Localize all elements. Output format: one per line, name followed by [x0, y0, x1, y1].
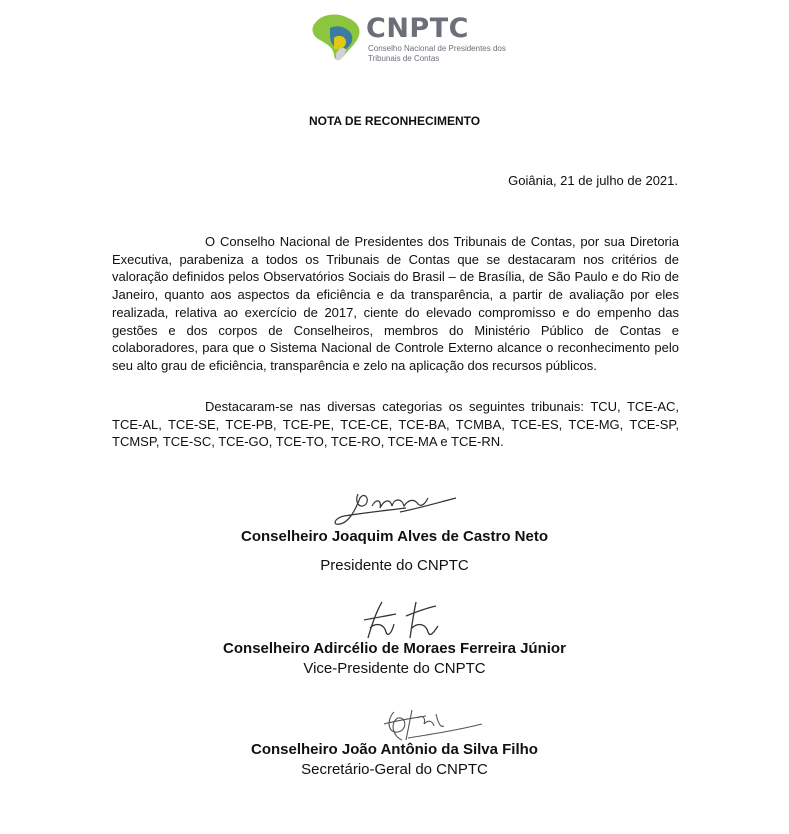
- signer-role-2: Vice-Presidente do CNPTC: [303, 660, 486, 677]
- body-paragraph-2: Destacaram-se nas diversas categorias os seguintes tribunais: TCU, TCE-AC, TCE-AL, TCE-SE, TCE-PB, TCE-PE, TCE-CE, TCE-BA, TCMBA, TCE-ES, TCE-MG, TCE-SP, TCMSP, TCE-SC, TCE-GO, TCE-TO, TCE-RO, TCE-MA e TCE-RN.: [112, 399, 679, 450]
- signature-3: [0, 741, 789, 779]
- signature-2-scribble: [360, 598, 450, 644]
- signer-role-3: Secretário-Geral do CNPTC: [301, 761, 488, 778]
- signer-role-1: Presidente do CNPTC: [320, 557, 469, 574]
- signer-name-1: Conselheiro Joaquim Alves de Castro Neto: [240, 528, 549, 545]
- signature-1: [0, 528, 789, 575]
- logo-title: CNPTC: [366, 13, 469, 44]
- signature-1-scribble: [330, 488, 460, 530]
- document-date: Goiânia, 21 de julho de 2021.: [508, 173, 678, 188]
- signer-name-2: Conselheiro Adircélio de Moraes Ferreira Júnior: [223, 640, 566, 657]
- cnptc-logo: [308, 8, 508, 66]
- signature-2: [0, 640, 789, 678]
- signer-name-3: Conselheiro João Antônio da Silva Filho: [251, 741, 538, 758]
- body-paragraph-1: O Conselho Nacional de Presidentes dos Tribunais de Contas, por sua Diretoria Executiva, parabeniza a todos os Tribunais de Contas que se destacaram nos critérios de valoração definidos pelos Observatórios Sociais do Brasil – de Brasília, de São Paulo e do Rio de Janeiro, quanto aos aspectos da eficiência e da transparência, a partir de avaliação por eles realizada, relativa ao exercício de 2017, ciente do elevado compromisso e do empenho das gestões e dos corpos de Conselheiros, membros do Ministério Público de Contas e colaboradores, para que o Sistema Nacional de Controle Externo alcance o reconhecimento pelo seu alto grau de eficiência, transparência e zelo na aplicação dos recursos públicos.: [112, 234, 679, 373]
- document-title: NOTA DE RECONHECIMENTO: [308, 114, 481, 128]
- logo-subtitle: Conselho Nacional de Presidentes dos Tribunais de Contas: [368, 44, 506, 63]
- brazil-map-icon: [308, 8, 366, 66]
